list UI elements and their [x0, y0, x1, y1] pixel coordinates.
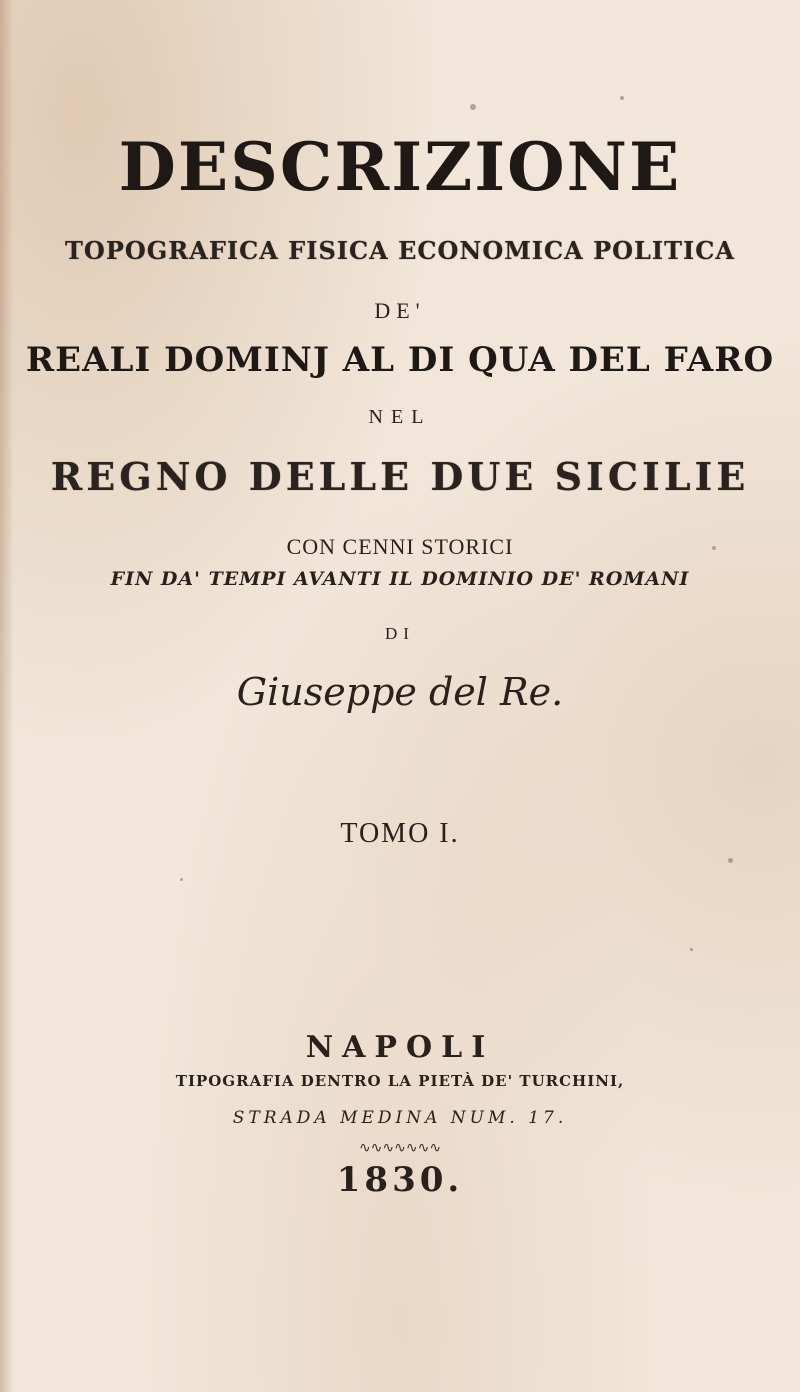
imprint-city: NAPOLI: [305, 1030, 495, 1065]
volume-label: TOMO I.: [340, 818, 460, 849]
foxing-spot: [690, 948, 693, 951]
preposition-de: DE': [374, 298, 426, 323]
preposition-di: DI: [385, 624, 415, 643]
book-title: DESCRIZIONE: [118, 128, 682, 206]
foxing-spot: [470, 104, 476, 110]
historical-notes-line: CON CENNI STORICI: [286, 534, 514, 559]
imprint-year: 1830.: [336, 1160, 464, 1200]
period-line: FIN DA' TEMPI AVANTI IL DOMINIO DE' ROMANI: [110, 568, 690, 590]
foxing-spot: [728, 858, 733, 863]
foxing-spot: [620, 96, 624, 100]
book-subtitle: TOPOGRAFICA FISICA ECONOMICA POLITICA: [65, 236, 735, 265]
imprint-street: STRADA MEDINA NUM. 17.: [232, 1108, 568, 1128]
realm-line: REALI DOMINJ AL DI QUA DEL FARO: [25, 340, 775, 380]
kingdom-line: REGNO DELLE DUE SICILIE: [50, 454, 750, 499]
author-name: Giuseppe del Re.: [236, 670, 564, 714]
preposition-nel: NEL: [368, 406, 432, 428]
ornamental-rule: ∿∿∿∿∿∿∿: [358, 1141, 442, 1156]
foxing-spot: [180, 878, 183, 881]
foxing-spot: [712, 546, 716, 550]
imprint-printer: TIPOGRAFIA DENTRO LA PIETÀ DE' TURCHINI,: [175, 1072, 625, 1090]
